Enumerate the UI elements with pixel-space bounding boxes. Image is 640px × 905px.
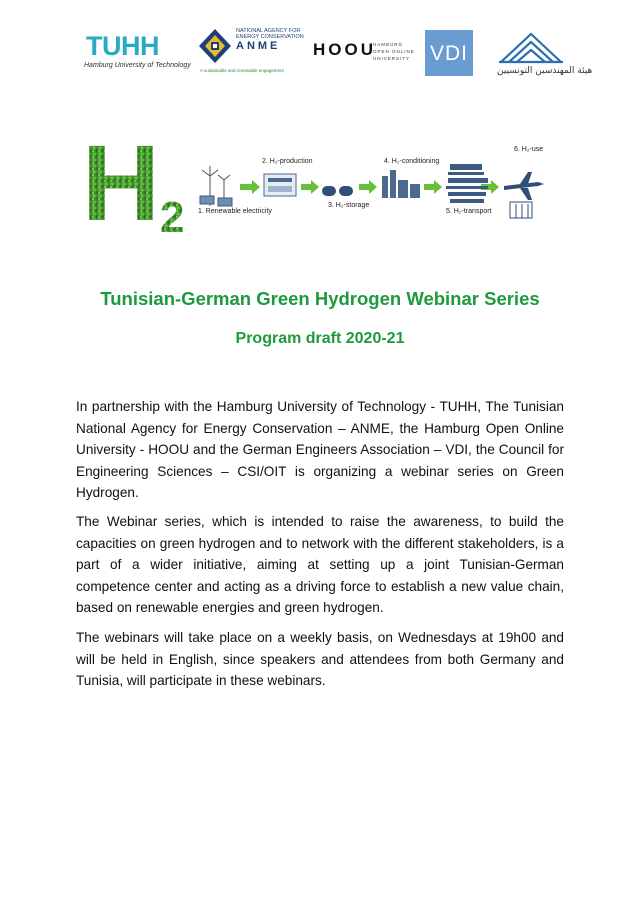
- document-title: Tunisian-German Green Hydrogen Webinar Series: [100, 288, 540, 309]
- step-h2-conditioning: 4. H₂-conditioning: [384, 158, 440, 165]
- hydrogen-hero-illustration: [80, 128, 560, 238]
- renewable-electricity-icon: [200, 166, 232, 206]
- step-h2-transport: 5. H₂-transport: [446, 208, 492, 215]
- paragraph-text: The webinars will take place on a weekly basis, on Wednesdays at 19h00 and will be held in English, since speakers and attendees from both Germany and Tunisia, will participate in these webinars.: [76, 630, 564, 688]
- hoou-logo-text: HOOU: [313, 40, 376, 59]
- anme-name: ANME: [236, 40, 281, 52]
- document-subtitle: Program draft 2020-21: [235, 330, 405, 347]
- paragraph-text: In partnership with the Hamburg University of Technology - TUHH, The Tunisian National Agency for Energy Conservation – ANME, the Hamburg Open Online University - HOOU and the German Engineers Association – VDI, the Council for Engineering Sciences – CSI/OIT is organizing a webinar series on Green Hydrogen.: [76, 399, 564, 500]
- anme-logo: [198, 28, 304, 78]
- vdi-logo: [425, 30, 473, 76]
- h2-storage-icon: [322, 186, 353, 196]
- h2-production-icon: [264, 174, 296, 196]
- hoou-logo-subtitle: HAMBURG OPEN ONLINE UNIVERSITY: [373, 42, 415, 61]
- h2-letter-h: H: [82, 128, 160, 238]
- tuhh-logo: [82, 30, 192, 74]
- anme-tagline: A sustainable and renewable engagement: [200, 68, 284, 73]
- vdi-logo-text: VDI: [429, 42, 468, 65]
- step-renewable-electricity: 1. Renewable electricity: [198, 208, 272, 215]
- value-chain-graphics: [198, 146, 560, 238]
- h2-use-icon: [504, 172, 544, 218]
- paragraph-text: The Webinar series, which is intended to raise the awareness, to build the capacities on green hydrogen and to network with the different stakeholders, is a part of a wider initiative, aiming at setting up a joint Tunisian-German competence center and acting as a driving force to establish a new value chain, based on renewable energies and green hydrogen.: [76, 514, 564, 615]
- paragraph-partnership: [76, 396, 564, 516]
- hoou-logo: [313, 38, 413, 68]
- hydrogen-value-chain-diagram: [198, 146, 560, 238]
- tuhh-logo-text: TUHH: [86, 31, 159, 61]
- oit-emblem-icon: [495, 28, 567, 66]
- h2-conditioning-icon: [382, 170, 420, 198]
- h2-subscript-2: 2: [160, 193, 185, 238]
- tuhh-logo-subtitle: Hamburg University of Technology: [84, 62, 191, 69]
- paragraph-schedule: [76, 627, 564, 704]
- oit-arabic-text: هيئة المهندسين التونسيين: [497, 66, 593, 76]
- step-h2-storage: 3. H₂-storage: [328, 202, 370, 209]
- oit-logo: [495, 28, 593, 80]
- h2-grass-letters: [80, 128, 198, 238]
- anme-emblem-icon: [198, 28, 232, 64]
- h2-transport-icon: [446, 164, 488, 203]
- step-h2-production: 2. H₂-production: [262, 158, 313, 165]
- step-h2-use: 6. H₂-use: [514, 146, 544, 153]
- anme-line-1: NATIONAL AGENCY FOR ENERGY CONSERVATION: [236, 28, 304, 40]
- paragraph-webinar-series: [76, 511, 564, 631]
